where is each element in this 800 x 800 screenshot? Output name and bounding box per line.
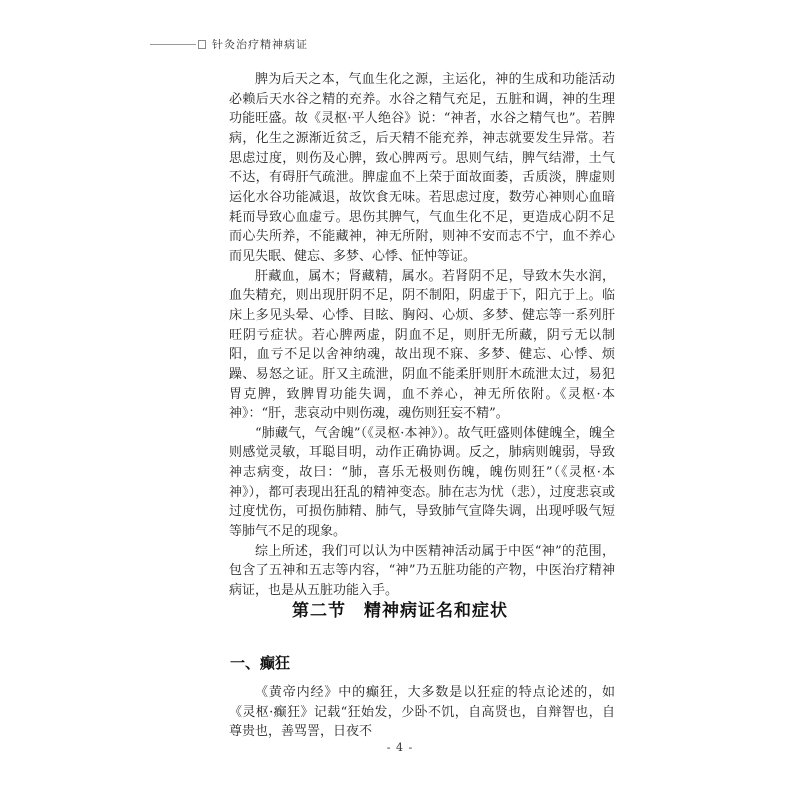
header-marker-icon xyxy=(198,40,206,49)
subsection-title: 一、癫狂 xyxy=(230,654,291,672)
body-text xyxy=(229,70,615,601)
header-rule xyxy=(150,44,196,45)
body-text-continued xyxy=(229,683,615,742)
page-number: - 4 - xyxy=(386,741,414,754)
section-title: 第二节 精神病证名和症状 xyxy=(292,601,508,621)
paragraph-spleen: 脾为后天之本，气血生化之源，主运化，神的生成和功能活动必赖后天水谷之精的充养。水谷之精气充足，五脏和调，神的生理功能旺盛。故《灵枢·平人绝谷》说：“神者，水谷之精气也”。若脾病，化生之源渐近贫乏，后天精不能充养，神志就要发生异常。若思虑过度，则伤及心脾，致心脾两亏。思则气结，脾气结滞，土气不达，有碍肝气疏泄。脾虚血不上荣于面故面萎，舌质淡，脾虚则运化水谷功能减退，故饮食无味。若思虑过度，数劳心神则心血暗耗而导致心血虚亏。思伤其脾气，气血生化不足，更造成心阴不足而心失所养，不能藏神，神无所附，则神不安而志不宁，血不养心而见失眠、健忘、多梦、心悸、怔忡等证。 xyxy=(229,72,615,264)
running-title: 针灸治疗精神病证 xyxy=(212,38,308,51)
paragraph-lung: “肺藏气，气舍魄”（《灵枢·本神》）。故气旺盛则体健魄全，魄全则感觉灵敏，耳聪目明，动作正确协调。反之，肺病则魄弱，导致神志病变，故曰：“肺，喜乐无极则伤魄，魄伤则狂”（《灵枢·本神》），都可表现出狂乱的精神变态。肺在志为忧（悲），过度悲哀或过度忧伤，可损伤肺精、肺气，导致肺气宣降失调，出现呼吸气短等肺气不足的现象。 xyxy=(229,425,615,540)
running-header xyxy=(150,36,308,52)
paragraph-liver: 肝藏血，属木；肾藏精，属水。若肾阴不足，导致木失水润，血失精充，则出现肝阴不足，阴不制阳，阴虚于下，阳亢于上。临床上多见头晕、心悸、目眩、胸闷、心烦、多梦、健忘等一系列肝旺阴亏症状。若心脾两虚，阴血不足，则肝无所藏，阴亏无以制阳，血亏不足以舍神纳魂，故出现不寐、多梦、健忘、心悸、烦躁、易怒之证。肝又主疏泄，阴血不能柔肝则肝木疏泄太过，易犯胃克脾，致脾胃功能失调，血不养心，神无所依附。《灵枢·本神》：“肝，悲哀动中则伤魂，魂伤则狂妄不精”。 xyxy=(229,268,615,422)
paragraph-dian-kuang: 《黄帝内经》中的癫狂，大多数是以狂症的特点论述的，如《灵枢·癫狂》记载“狂始发，少卧不饥，自高贤也，自辩智也，自尊贵也，善骂詈，日夜不 xyxy=(229,685,615,740)
paragraph-summary: 综上所述，我们可以认为中医精神活动属于中医“神”的范围，包含了五神和五志等内容，“神”乃五脏功能的产物，中医治疗精神病证，也是从五脏功能入手。 xyxy=(229,543,615,599)
